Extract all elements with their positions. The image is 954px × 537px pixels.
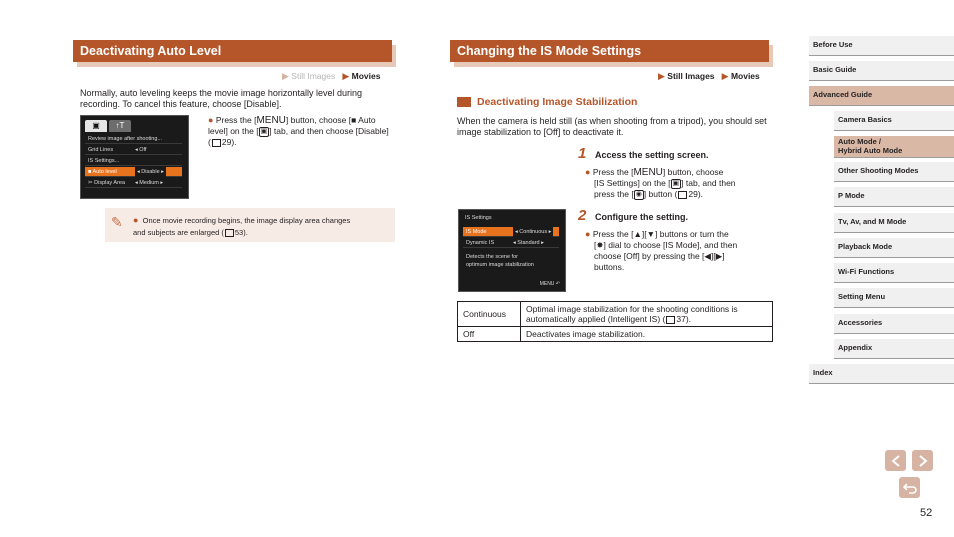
book-icon: [666, 316, 675, 324]
movie-icon: ■: [351, 115, 357, 125]
nav-other-shooting-modes[interactable]: Other Shooting Modes: [834, 162, 954, 182]
book-icon: [225, 229, 234, 237]
step1-text: ● Press the [MENU] button, choose [IS Settings] on the [ ▣ ] tab, and then press the [ ◉ ] button ( 29).: [585, 167, 736, 199]
step2-text: ● Press the [▲][▼] buttons or turn the [✸] dial to choose [IS Mode], and then choose [Off] by pressing the [◀][▶] buttons.: [585, 229, 738, 272]
screen-description: Detects the scene for optimum image stabilization: [466, 254, 534, 268]
play-arrow-icon: ▶: [342, 71, 350, 81]
nav-auto-mode[interactable]: Auto Mode / Hybrid Auto Mode: [834, 136, 954, 158]
left-instruction: ● Press the [MENU] button, choose [■ Auto level] on the [ ▣ ] tab, and then choose [Disable] ( 29).: [208, 115, 389, 147]
next-page-button[interactable]: [912, 450, 933, 471]
settings-tab-icon: ↑T: [109, 120, 131, 132]
nav-setting-menu[interactable]: Setting Menu: [834, 288, 954, 308]
right-mode-row: ▶ Still Images ▶ Movies: [658, 71, 760, 81]
camera-icon: ▣: [672, 179, 680, 187]
screen-row: ✂ Display Area ◂ Medium ▸: [85, 178, 182, 188]
play-arrow-icon: ▶: [658, 71, 665, 81]
left-mode-row: ▶ Still Images ▶ Movies: [282, 71, 381, 81]
play-arrow-icon: ▶: [282, 71, 289, 81]
bullet-icon: ●: [208, 115, 214, 125]
bullet-icon: ●: [585, 229, 591, 239]
book-icon: [212, 139, 221, 147]
left-section-title: Deactivating Auto Level: [73, 40, 392, 62]
camera-icon: ▣: [85, 120, 107, 132]
screen-row-selected: IS Mode ◂ Continuous ▸: [463, 227, 559, 237]
screen-row: Grid Lines ◂ Off: [85, 145, 182, 155]
is-mode-table: [457, 301, 773, 342]
nav-accessories[interactable]: Accessories: [834, 314, 954, 334]
nav-wifi-functions[interactable]: Wi-Fi Functions: [834, 263, 954, 283]
step-title: Configure the setting.: [595, 212, 688, 222]
menu-back-icon: MENU ↶: [539, 281, 560, 287]
nav-advanced-guide[interactable]: Advanced Guide: [809, 86, 954, 106]
return-button[interactable]: [899, 477, 920, 498]
dial-icon: ✸: [596, 240, 604, 250]
auto-level-screen: [80, 115, 189, 199]
note-text: ● Once movie recording begins, the image display area changes and subjects are enlarged ( 53).: [133, 215, 351, 237]
note-box: [105, 208, 395, 242]
screen-row-selected: ■ Auto level ◂ Disable ▸: [85, 167, 182, 177]
nav-camera-basics[interactable]: Camera Basics: [834, 111, 954, 131]
screen-row: Dynamic IS ◂ Standard ▸: [463, 238, 559, 248]
section-marker-icon: [457, 97, 471, 107]
nav-p-mode[interactable]: P Mode: [834, 187, 954, 207]
arrow-right-icon: [918, 455, 928, 467]
step-number: 2: [578, 207, 587, 224]
camera-icon: ▣: [260, 127, 268, 135]
nav-tv-av-m-mode[interactable]: Tv, Av, and M Mode: [834, 213, 954, 233]
right-section-title: Changing the IS Mode Settings: [450, 40, 769, 62]
subsection-title: Deactivating Image Stabilization: [477, 96, 638, 108]
return-icon: [903, 482, 917, 494]
prev-page-button[interactable]: [885, 450, 906, 471]
func-set-icon: ◉: [635, 190, 642, 198]
arrow-left-icon: [891, 455, 901, 467]
left-intro: Normally, auto leveling keeps the movie image horizontally level during recording. To cancel this feature, choose [Disable].: [80, 88, 362, 109]
step-number: 1: [578, 145, 587, 162]
right-intro: When the camera is held still (as when shooting from a tripod), you should set image stabilization to [Off] to deactivate it.: [457, 116, 767, 137]
bullet-icon: ●: [133, 215, 139, 225]
nav-before-use[interactable]: Before Use: [809, 36, 954, 56]
step-title: Access the setting screen.: [595, 150, 709, 160]
screen-title: IS Settings: [465, 215, 492, 221]
page-number: 52: [920, 507, 933, 519]
pencil-icon: ✎: [111, 214, 123, 230]
play-arrow-icon: ▶: [721, 71, 729, 81]
screen-row: Review image after shooting...: [85, 134, 182, 144]
table-row: Continuous Optimal image stabilization for the shooting conditions is automatically applied (Intelligent IS) ( 37).: [458, 302, 773, 327]
nav-basic-guide[interactable]: Basic Guide: [809, 61, 954, 81]
nav-appendix[interactable]: Appendix: [834, 339, 954, 359]
screen-row: IS Settings...: [85, 156, 182, 166]
is-settings-screen: [458, 209, 566, 292]
bullet-icon: ●: [585, 167, 591, 177]
table-row: Off Deactivates image stabilization.: [458, 327, 773, 342]
nav-playback-mode[interactable]: Playback Mode: [834, 238, 954, 258]
book-icon: [678, 191, 687, 199]
nav-index[interactable]: Index: [809, 364, 954, 384]
